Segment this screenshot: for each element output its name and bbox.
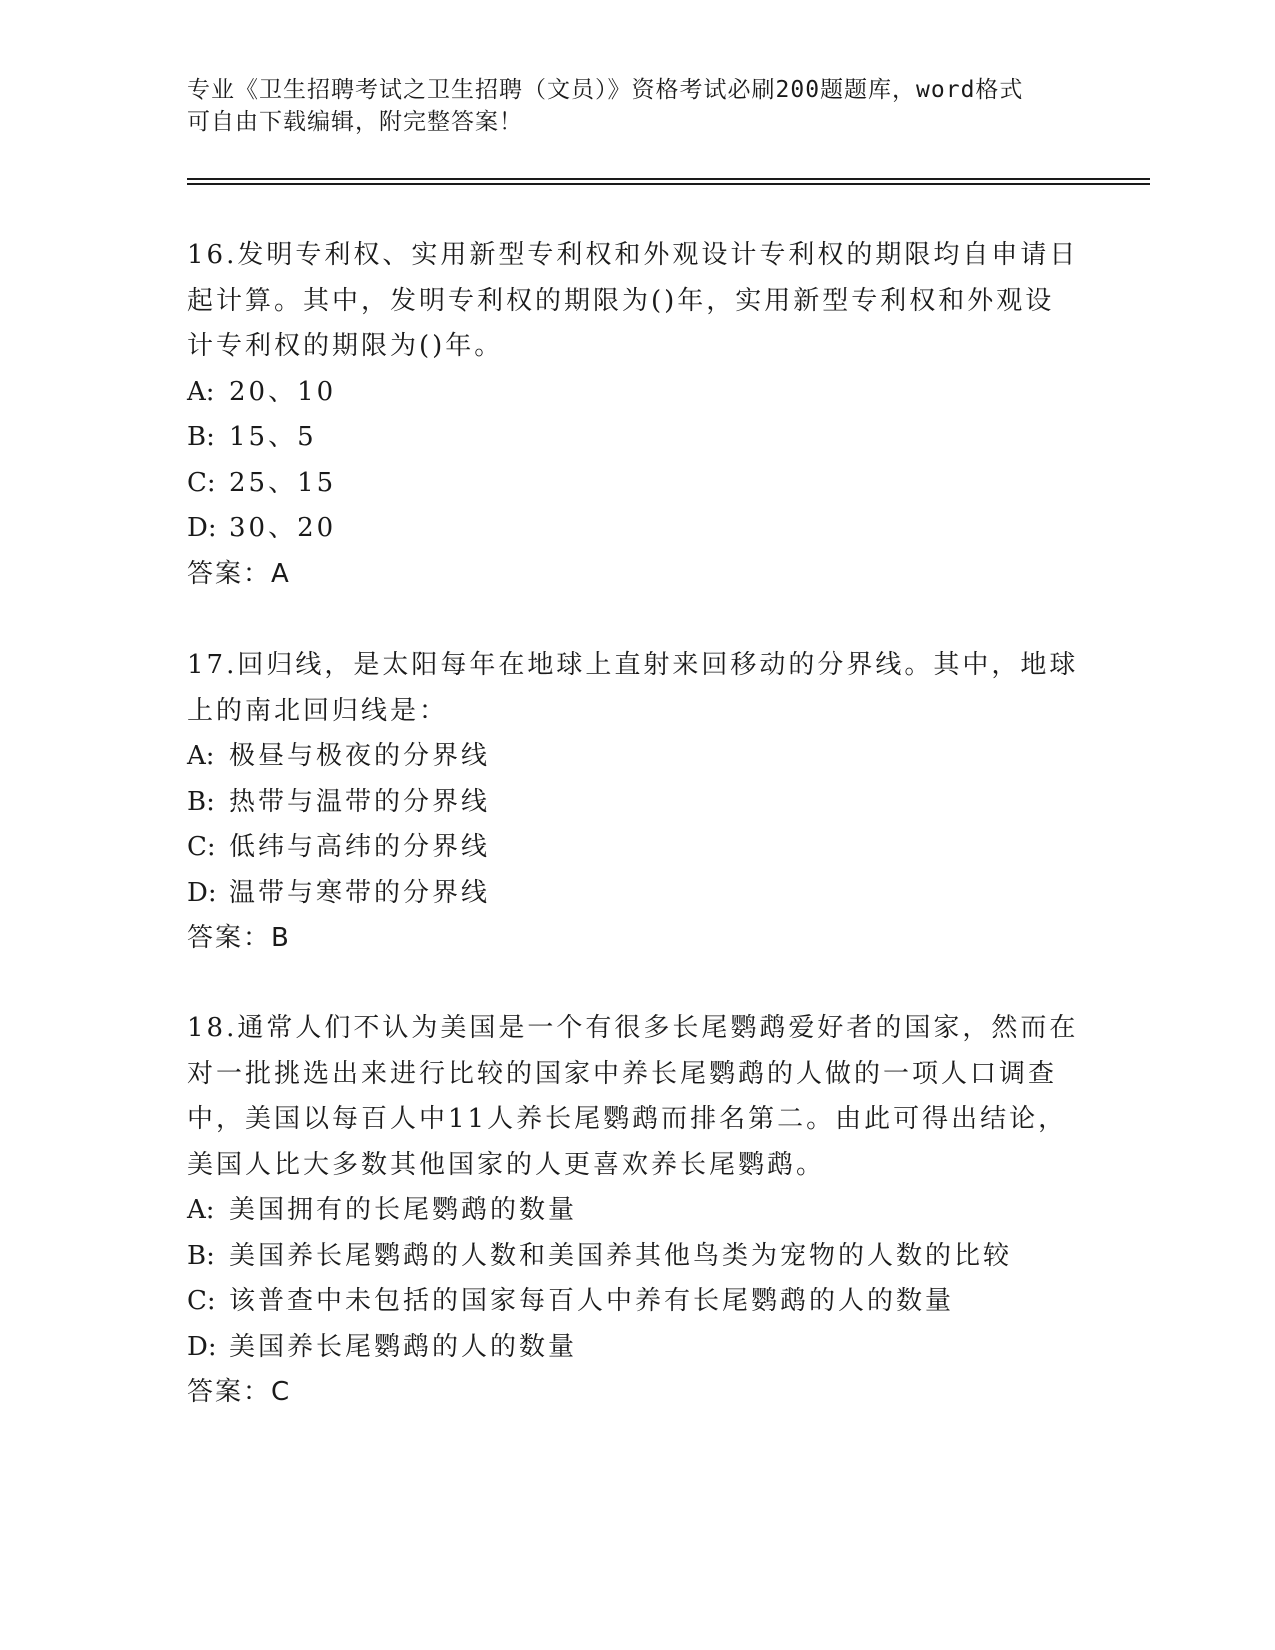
option-text: 热带与温带的分界线 bbox=[229, 786, 491, 817]
option-text: 15、5 bbox=[229, 422, 317, 452]
question-stem-line: 18.通常人们不认为美国是一个有很多长尾鹦鹉爱好者的国家，然而在 bbox=[187, 1013, 1079, 1043]
answer-line: 答案：B bbox=[187, 923, 291, 953]
answer-line: 答案：C bbox=[187, 1377, 292, 1407]
option-d bbox=[187, 1325, 1087, 1371]
option-c bbox=[187, 825, 1087, 871]
header-line-2: 可自由下载编辑，附完整答案！ bbox=[187, 109, 523, 135]
header-divider-top bbox=[187, 178, 1150, 180]
option-b bbox=[187, 780, 1087, 826]
option-text: 美国养长尾鹦鹉的人的数量 bbox=[229, 1331, 578, 1362]
option-text: 美国拥有的长尾鹦鹉的数量 bbox=[229, 1195, 578, 1225]
option-key: C: bbox=[187, 467, 216, 498]
option-b bbox=[187, 1234, 1087, 1280]
option-a bbox=[187, 734, 1087, 780]
option-b bbox=[187, 415, 1087, 461]
option-key: D: bbox=[187, 877, 217, 908]
option-text: 温带与寒带的分界线 bbox=[229, 877, 491, 908]
header-divider-bottom bbox=[187, 183, 1150, 185]
option-a bbox=[187, 370, 1087, 416]
option-key: A: bbox=[187, 376, 215, 407]
header-line-1: 专业《卫生招聘考试之卫生招聘（文员）》资格考试必刷200题题库，word格式 bbox=[187, 77, 1024, 103]
option-key: A: bbox=[187, 1195, 215, 1225]
answer-line: 答案：A bbox=[187, 558, 291, 589]
option-c bbox=[187, 1279, 1087, 1325]
option-text: 20、10 bbox=[229, 376, 337, 407]
question-16 bbox=[187, 233, 1087, 597]
question-stem-line: 17.回归线，是太阳每年在地球上直射来回移动的分界线。其中，地球 bbox=[187, 650, 1079, 680]
question-stem-line: 16.发明专利权、实用新型专利权和外观设计专利权的期限均自申请日 bbox=[187, 240, 1079, 270]
question-stem-line: 中，美国以每百人中11人养长尾鹦鹉而排名第二。由此可得出结论， bbox=[187, 1104, 1068, 1134]
option-text: 美国养长尾鹦鹉的人数和美国养其他鸟类为宠物的人数的比较 bbox=[229, 1240, 1013, 1271]
question-17 bbox=[187, 643, 1087, 962]
option-a bbox=[187, 1188, 1087, 1234]
question-stem-line: 计专利权的期限为()年。 bbox=[187, 331, 504, 361]
option-c bbox=[187, 461, 1087, 507]
option-key: B: bbox=[187, 786, 215, 817]
option-text: 25、15 bbox=[229, 467, 337, 498]
option-d bbox=[187, 871, 1087, 917]
option-text: 极昼与极夜的分界线 bbox=[229, 741, 491, 771]
option-text: 30、20 bbox=[229, 513, 337, 543]
option-text: 低纬与高纬的分界线 bbox=[229, 832, 491, 862]
option-key: C: bbox=[187, 832, 216, 862]
question-stem-line: 对一批挑选出来进行比较的国家中养长尾鹦鹉的人做的一项人口调查 bbox=[187, 1058, 1058, 1089]
question-stem-line: 起计算。其中，发明专利权的期限为()年，实用新型专利权和外观设 bbox=[187, 285, 1055, 316]
question-stem-line: 上的南北回归线是： bbox=[187, 695, 449, 726]
option-key: B: bbox=[187, 1240, 215, 1271]
option-key: D: bbox=[187, 513, 217, 543]
question-stem-line: 美国人比大多数其他国家的人更喜欢养长尾鹦鹉。 bbox=[187, 1149, 826, 1180]
option-key: A: bbox=[187, 741, 215, 771]
document-header bbox=[187, 74, 1087, 138]
question-18 bbox=[187, 1006, 1087, 1416]
option-key: C: bbox=[187, 1286, 216, 1316]
option-d bbox=[187, 506, 1087, 552]
option-key: B: bbox=[187, 422, 215, 452]
option-text: 该普查中未包括的国家每百人中养有长尾鹦鹉的人的数量 bbox=[229, 1286, 955, 1316]
option-key: D: bbox=[187, 1331, 217, 1362]
